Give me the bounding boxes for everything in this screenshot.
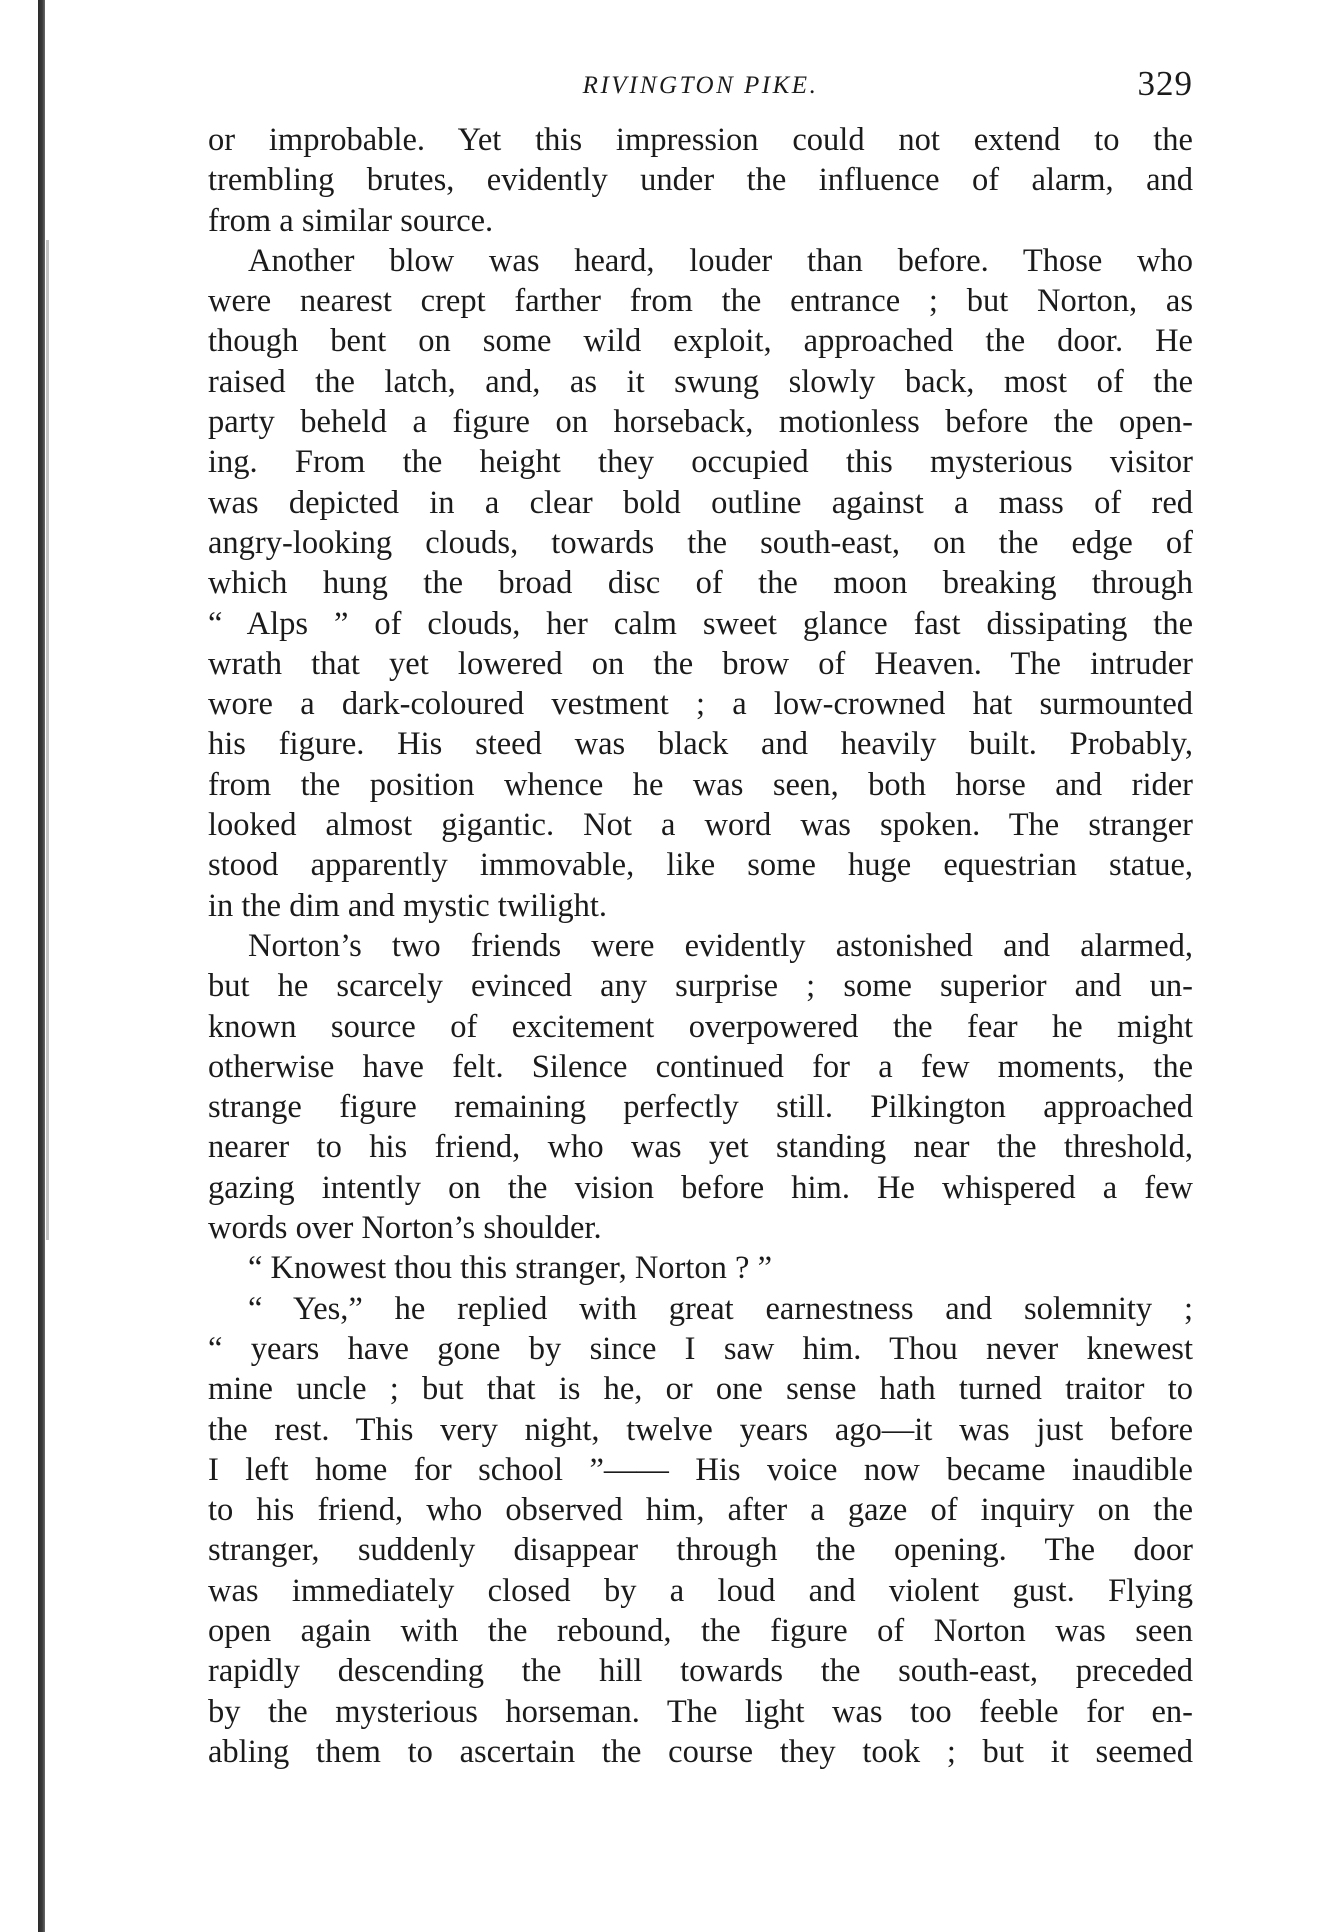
text-line: words over Norton’s shoulder.: [208, 1210, 602, 1247]
text-line: “ Alps ” of clouds, her calm sweet glance fast dissipating the: [208, 605, 1193, 642]
text-line: was depicted in a clear bold outline against a mass of red: [208, 484, 1193, 521]
text-line: “ Knowest thou this stranger, Norton ? ”: [248, 1250, 772, 1287]
text-line: angry-looking clouds, towards the south-east, on the edge of: [208, 524, 1193, 561]
text-line: though bent on some wild exploit, approached the door. He: [208, 323, 1193, 360]
text-line: wore a dark-coloured vestment ; a low-crowned hat surmounted: [208, 686, 1193, 723]
text-line: strange figure remaining perfectly still. Pilkington approached: [208, 1089, 1193, 1126]
text-line: which hung the broad disc of the moon breaking through: [208, 565, 1193, 602]
text-line: open again with the rebound, the figure of Norton was seen: [208, 1612, 1193, 1649]
text-line: wrath that yet lowered on the brow of Heaven. The intruder: [208, 645, 1193, 682]
text-line: ing. From the height they occupied this mysterious visitor: [208, 444, 1193, 481]
text-line: were nearest crept farther from the entrance ; but Norton, as: [208, 283, 1193, 320]
text-line: was immediately closed by a loud and violent gust. Flying: [208, 1572, 1193, 1609]
text-line: Another blow was heard, louder than before. Those who: [248, 242, 1193, 279]
text-line: mine uncle ; but that is he, or one sense hath turned traitor to: [208, 1371, 1193, 1408]
text-line: the rest. This very night, twelve years ago—it was just before: [208, 1411, 1193, 1448]
text-line: looked almost gigantic. Not a word was spoken. The stranger: [208, 807, 1193, 844]
running-head: [208, 60, 1193, 110]
text-line: in the dim and mystic twilight.: [208, 887, 607, 924]
text-line: from a similar source.: [208, 202, 494, 239]
text-line: nearer to his friend, who was yet standing near the threshold,: [208, 1129, 1193, 1166]
book-page: [208, 60, 1193, 1772]
text-line: rapidly descending the hill towards the south-east, preceded: [208, 1653, 1193, 1690]
text-line: Norton’s two friends were evidently astonished and alarmed,: [248, 927, 1193, 964]
binding-edge: [38, 0, 45, 1932]
text-line: “ Yes,” he replied with great earnestness and solemnity ;: [248, 1290, 1193, 1327]
text-line: to his friend, who observed him, after a gaze of inquiry on the: [208, 1492, 1193, 1529]
text-line: trembling brutes, evidently under the influence of alarm, and: [208, 162, 1193, 199]
text-line: from the position whence he was seen, both horse and rider: [208, 766, 1193, 803]
binding-shadow: [46, 240, 49, 1240]
text-line: otherwise have felt. Silence continued for a few moments, the: [208, 1048, 1193, 1085]
page-number: 329: [1137, 64, 1193, 103]
text-line: but he scarcely evinced any surprise ; some superior and un-: [208, 968, 1193, 1005]
text-line: stood apparently immovable, like some huge equestrian statue,: [208, 847, 1193, 884]
text-line: gazing intently on the vision before him. He whispered a few: [208, 1169, 1193, 1206]
text-line: or improbable. Yet this impression could not extend to the: [208, 122, 1193, 158]
text-line: party beheld a figure on horseback, motionless before the open-: [208, 404, 1193, 441]
text-line: stranger, suddenly disappear through the opening. The door: [208, 1532, 1193, 1569]
running-title: RIVINGTON PIKE.: [582, 72, 819, 99]
text-line: by the mysterious horseman. The light was too feeble for en-: [208, 1693, 1193, 1730]
text-line: his figure. His steed was black and heavily built. Probably,: [208, 726, 1193, 763]
text-line: known source of excitement overpowered the fear he might: [208, 1008, 1193, 1045]
text-line: abling them to ascertain the course they took ; but it seemed: [208, 1733, 1193, 1770]
text-line: I left home for school ”—— His voice now became inaudible: [208, 1451, 1193, 1488]
text-line: “ years have gone by since I saw him. Thou never knewest: [208, 1330, 1193, 1367]
text-line: raised the latch, and, as it swung slowly back, most of the: [208, 363, 1193, 400]
body-text: [208, 120, 1193, 1772]
